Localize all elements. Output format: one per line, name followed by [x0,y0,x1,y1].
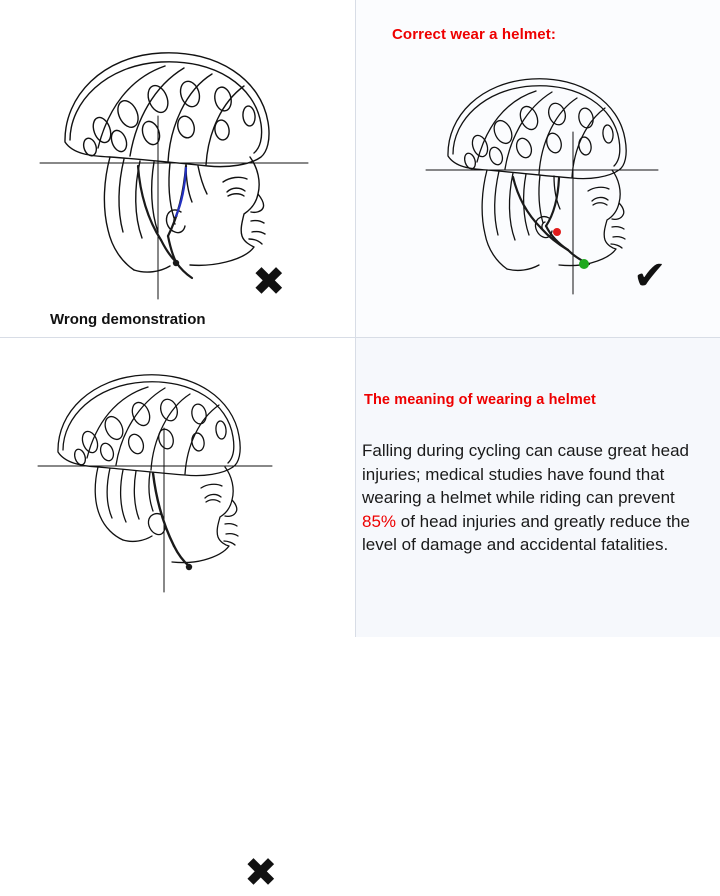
wrong-demonstration-label: Wrong demonstration [50,311,206,328]
illustration-wrong-top [18,16,338,306]
cross-mark: ✖ [244,850,278,896]
meaning-title: The meaning of wearing a helmet [364,392,596,408]
meaning-body-after: of head injuries and greatly reduce the level of damage and accidental fatalities. [362,511,690,554]
meaning-body-before: Falling during cycling can cause great head injuries; medical studies have found that wearing a helmet while riding can prevent [362,441,689,507]
check-mark: ✔ [633,253,667,299]
panel-wrong-demonstration-bottom [0,338,356,896]
meaning-body-text [362,439,706,557]
meaning-highlight-percent: 85% [362,511,397,531]
illustration-wrong-bottom [22,356,322,616]
correct-wear-title: Correct wear a helmet: [392,26,556,43]
cross-mark: ✖ [252,259,286,305]
panel-correct-demonstration [356,0,720,338]
panel-meaning-of-helmet [356,338,720,637]
panel-wrong-demonstration-top [0,0,356,338]
